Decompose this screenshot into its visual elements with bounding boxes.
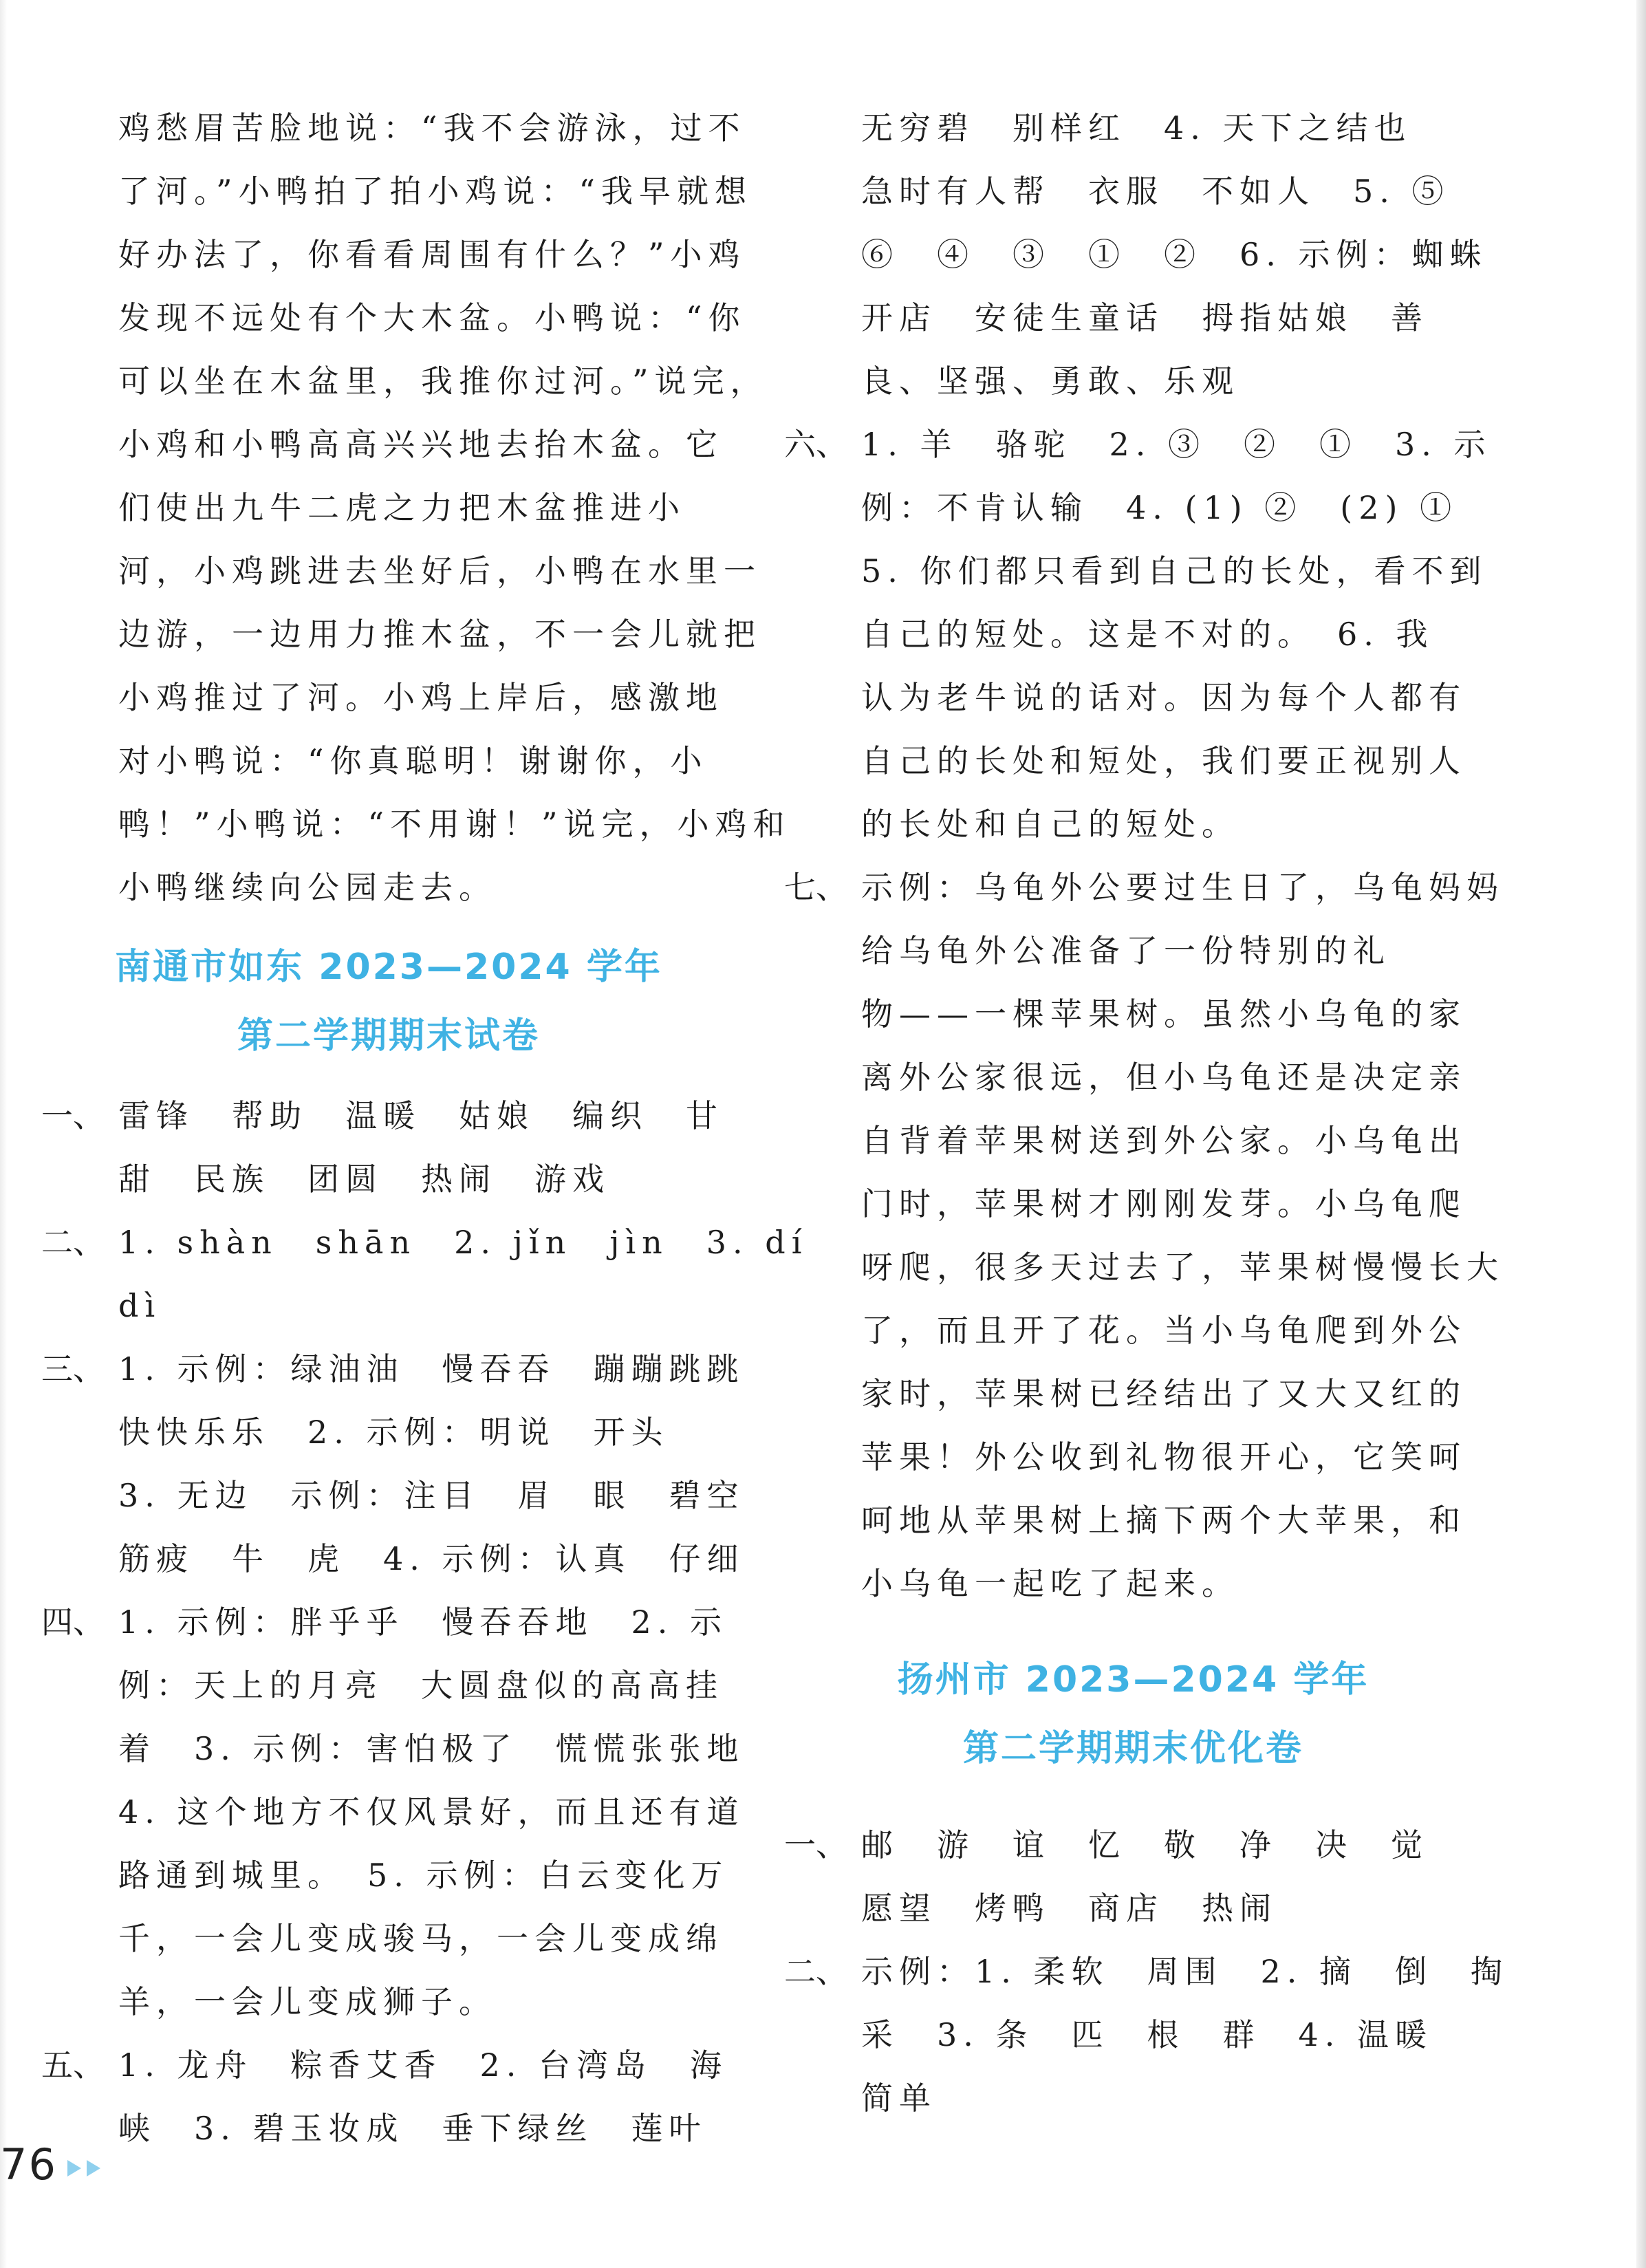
answer-line: 例：不肯认输 4. (1) ② (2) ① <box>861 489 1458 526</box>
story-line: 小鸡和小鸭高高兴兴地去抬木盆。它 <box>118 426 724 463</box>
answer-text: 1. 示例：绿油油 慢吞吞 蹦蹦跳跳 <box>118 1350 745 1387</box>
answer-line: 甜 民族 团圆 热闹 游戏 <box>118 1160 610 1198</box>
story-line: 河，小鸡跳进去坐好后，小鸭在水里一 <box>118 552 761 590</box>
answer-line: 家时，苹果树已经结出了又大又红的 <box>861 1375 1466 1412</box>
answer-line: 苹果！外公收到礼物很开心，它笑呵 <box>861 1438 1466 1476</box>
section-subheading-yangzhou: 第二学期期末优化卷 <box>962 1728 1303 1769</box>
right-column <box>784 96 1509 2130</box>
answer-line: 小乌龟一起吃了起来。 <box>861 1565 1239 1602</box>
answer-line <box>41 1211 808 1274</box>
answer-line: 4. 这个地方不仅风景好，而且还有道 <box>118 1793 745 1830</box>
question-number: 三、 <box>41 1350 105 1387</box>
page-arrow-icon <box>67 2160 106 2179</box>
question-number: 六、 <box>784 426 847 463</box>
story-line: 小鸭继续向公园走去。 <box>118 869 497 906</box>
story-line: 小鸡推过了河。小鸡上岸后，感激地 <box>118 679 724 716</box>
answer-line: 自己的长处和短处，我们要正视别人 <box>861 742 1466 779</box>
answer-text: 示例：1. 柔软 周围 2. 摘 倒 掏 <box>861 1953 1509 1990</box>
answer-line <box>41 1337 745 1401</box>
page-number: 76 <box>0 2139 57 2190</box>
triangle-arrow-icon <box>87 2160 100 2177</box>
answer-line: 5. 你们都只看到自己的长处，看不到 <box>861 552 1488 590</box>
answer-line: 良、坚强、勇敢、乐观 <box>861 363 1239 400</box>
left-column <box>41 96 808 2160</box>
answer-text: 1. 龙舟 粽香艾香 2. 台湾岛 海 <box>118 2046 728 2084</box>
story-line: 鸡愁眉苦脸地说：“我不会游泳，过不 <box>118 109 746 147</box>
answer-line <box>784 1813 1482 1877</box>
answer-text: 示例：乌龟外公要过生日了，乌龟妈妈 <box>861 869 1504 906</box>
page-edge-shadow-left <box>0 0 7 2268</box>
question-number: 一、 <box>41 1097 105 1134</box>
answer-line <box>41 1084 736 1147</box>
page-edge-shadow-right <box>1636 0 1646 2268</box>
story-line: 们使出九牛二虎之力把木盆推进小 <box>118 489 686 526</box>
answer-line: 呀爬，很多天过去了，苹果树慢慢长大 <box>861 1249 1504 1286</box>
answer-line: dì <box>118 1287 162 1324</box>
answer-line <box>41 1590 736 1654</box>
answer-text: 1. 羊 骆驼 2. ③ ② ① 3. 示 <box>861 426 1492 463</box>
answer-line: 例：天上的月亮 大圆盘似的高高挂 <box>118 1667 724 1704</box>
answer-line: 千，一会儿变成骏马，一会儿变成绵 <box>118 1920 724 1957</box>
answer-line: 自背着苹果树送到外公家。小乌龟出 <box>861 1122 1466 1159</box>
answer-line: 门时，苹果树才刚刚发芽。小乌龟爬 <box>861 1185 1466 1222</box>
answer-line: 呵地从苹果树上摘下两个大苹果，和 <box>861 1502 1466 1539</box>
answer-text: 邮 游 谊 忆 敬 净 决 觉 <box>861 1826 1429 1864</box>
section-subheading-nantong: 第二学期期末试卷 <box>237 1015 540 1057</box>
answer-line: 给乌龟外公准备了一份特别的礼 <box>861 932 1391 969</box>
answer-line: 峡 3. 碧玉妆成 垂下绿丝 莲叶 <box>118 2110 707 2147</box>
story-line: 可以坐在木盆里，我推你过河。”说完， <box>118 363 768 400</box>
story-line: 对小鸭说：“你真聪明！谢谢你，小 <box>118 742 708 779</box>
answer-text: 1. 示例：胖乎乎 慢吞吞地 2. 示 <box>118 1603 728 1641</box>
question-number: 二、 <box>41 1224 105 1261</box>
question-number: 一、 <box>784 1826 847 1864</box>
answer-text: 1. shàn shān 2. jǐn jìn 3. dí <box>118 1224 808 1261</box>
triangle-arrow-icon <box>67 2160 81 2177</box>
story-line: 鸭！”小鸭说：“不用谢！”说完，小鸡和 <box>118 806 791 843</box>
answer-line: 采 3. 条 匹 根 群 4. 温暖 <box>861 2016 1433 2053</box>
answer-line: 路通到城里。 5. 示例：白云变化万 <box>118 1857 729 1894</box>
answer-line: 认为老牛说的话对。因为每个人都有 <box>861 679 1466 716</box>
answer-line: 筋疲 牛 虎 4. 示例：认真 仔细 <box>118 1540 745 1577</box>
story-line: 发现不远处有个大木盆。小鸭说：“你 <box>118 299 746 336</box>
question-number: 二、 <box>784 1953 847 1990</box>
answer-line: 物——一棵苹果树。虽然小乌龟的家 <box>861 995 1466 1033</box>
answer-line: 快快乐乐 2. 示例：明说 开头 <box>118 1414 669 1451</box>
story-line: 边游，一边用力推木盆，不一会儿就把 <box>118 616 761 653</box>
section-heading-nantong: 南通市如东 2023—2024 学年 <box>115 947 662 988</box>
answer-line <box>784 856 1504 919</box>
answer-line: 着 3. 示例：害怕极了 慌慌张张地 <box>118 1730 745 1767</box>
answer-line: 了，而且开了花。当小乌龟爬到外公 <box>861 1312 1466 1349</box>
answer-line <box>784 413 1492 476</box>
answer-line <box>784 1940 1509 2003</box>
section-heading-yangzhou: 扬州市 2023—2024 学年 <box>897 1659 1369 1700</box>
answer-line: 3. 无边 示例：注目 眉 眼 碧空 <box>118 1477 745 1514</box>
story-line: 了河。”小鸭拍了拍小鸡说：“我早就想 <box>118 173 753 210</box>
question-number: 四、 <box>41 1603 105 1641</box>
answer-line: 开店 安徒生童话 拇指姑娘 善 <box>861 299 1429 336</box>
answer-line: 离外公家很远，但小乌龟还是决定亲 <box>861 1059 1466 1096</box>
answer-line: 自己的短处。这是不对的。 6. 我 <box>861 616 1434 653</box>
question-number: 五、 <box>41 2046 105 2084</box>
answer-text: 雷锋 帮助 温暖 姑娘 编织 甘 <box>118 1097 724 1134</box>
question-number: 七、 <box>784 869 847 906</box>
answer-line: 的长处和自己的短处。 <box>861 806 1239 843</box>
answer-line: 羊，一会儿变成狮子。 <box>118 1983 497 2020</box>
answer-line: 愿望 烤鸭 商店 热闹 <box>861 1890 1277 1927</box>
answer-line: 无穷碧 别样红 4. 天下之结也 <box>861 109 1412 147</box>
answer-line: 简单 <box>861 2080 937 2117</box>
answer-line: 急时有人帮 衣服 不如人 5. ⑤ <box>861 173 1450 210</box>
story-line: 好办法了，你看看周围有什么？”小鸡 <box>118 236 746 273</box>
answer-line: ⑥ ④ ③ ① ② 6. 示例：蜘蛛 <box>861 236 1488 273</box>
answer-line <box>41 2033 736 2097</box>
